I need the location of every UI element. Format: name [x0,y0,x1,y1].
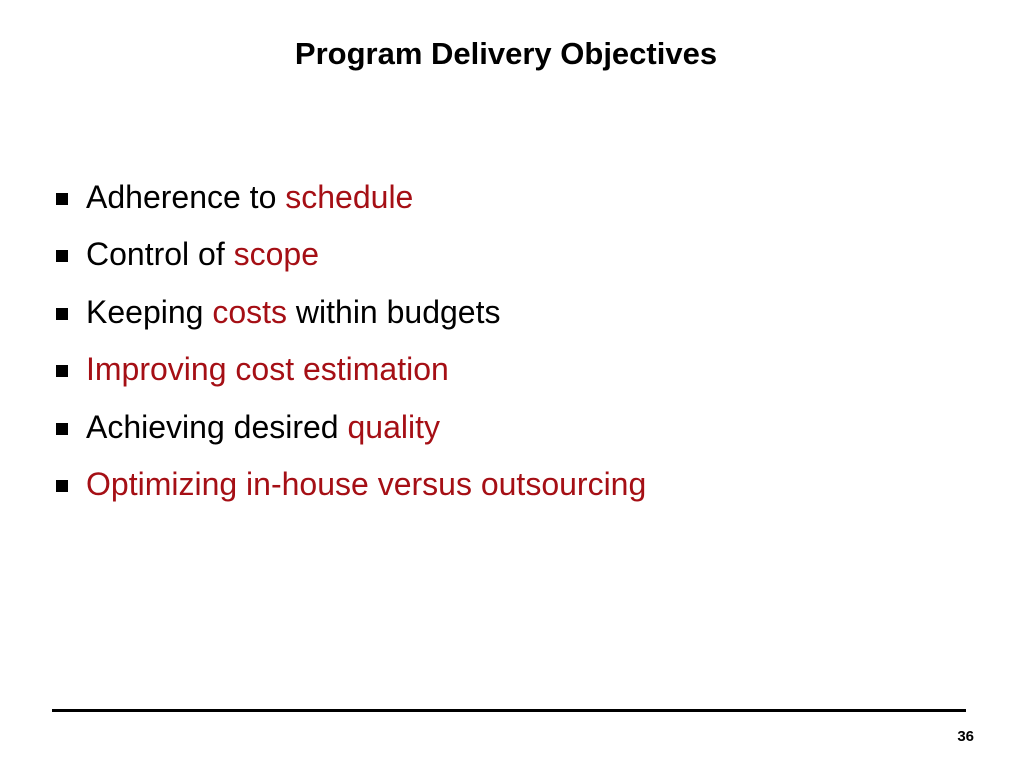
bullet-highlight: Improving cost estimation [86,351,449,388]
bullet-highlight: quality [347,408,440,445]
page-number: 36 [957,728,974,745]
bullet-segment: Control of [86,236,234,273]
bullet-item [56,341,646,399]
bullet-text [86,177,413,217]
square-bullet-icon [56,365,68,377]
square-bullet-icon [56,480,68,492]
square-bullet-icon [56,423,68,435]
slide-title: Program Delivery Objectives [294,36,718,71]
bullet-text [86,234,319,274]
bullet-list [56,168,646,513]
bullet-segment: Achieving desired [86,408,348,445]
bullet-item [56,168,646,226]
bullet-highlight: scope [233,236,320,273]
bullet-highlight: Optimizing in-house versus outsourcing [86,466,647,503]
bullet-segment: within budgets [287,293,501,330]
footer-divider [52,709,966,712]
bullet-item [56,398,646,456]
bullet-text [86,292,500,332]
bullet-segment: Adherence to [86,178,286,215]
bullet-item [56,456,646,514]
square-bullet-icon [56,308,68,320]
square-bullet-icon [56,250,68,262]
bullet-item [56,226,646,284]
bullet-text [86,349,449,389]
square-bullet-icon [56,193,68,205]
bullet-item [56,283,646,341]
bullet-highlight: costs [212,293,288,330]
bullet-text [86,407,440,447]
bullet-text [86,464,646,504]
bullet-segment: Keeping [86,293,213,330]
bullet-highlight: schedule [285,178,414,215]
